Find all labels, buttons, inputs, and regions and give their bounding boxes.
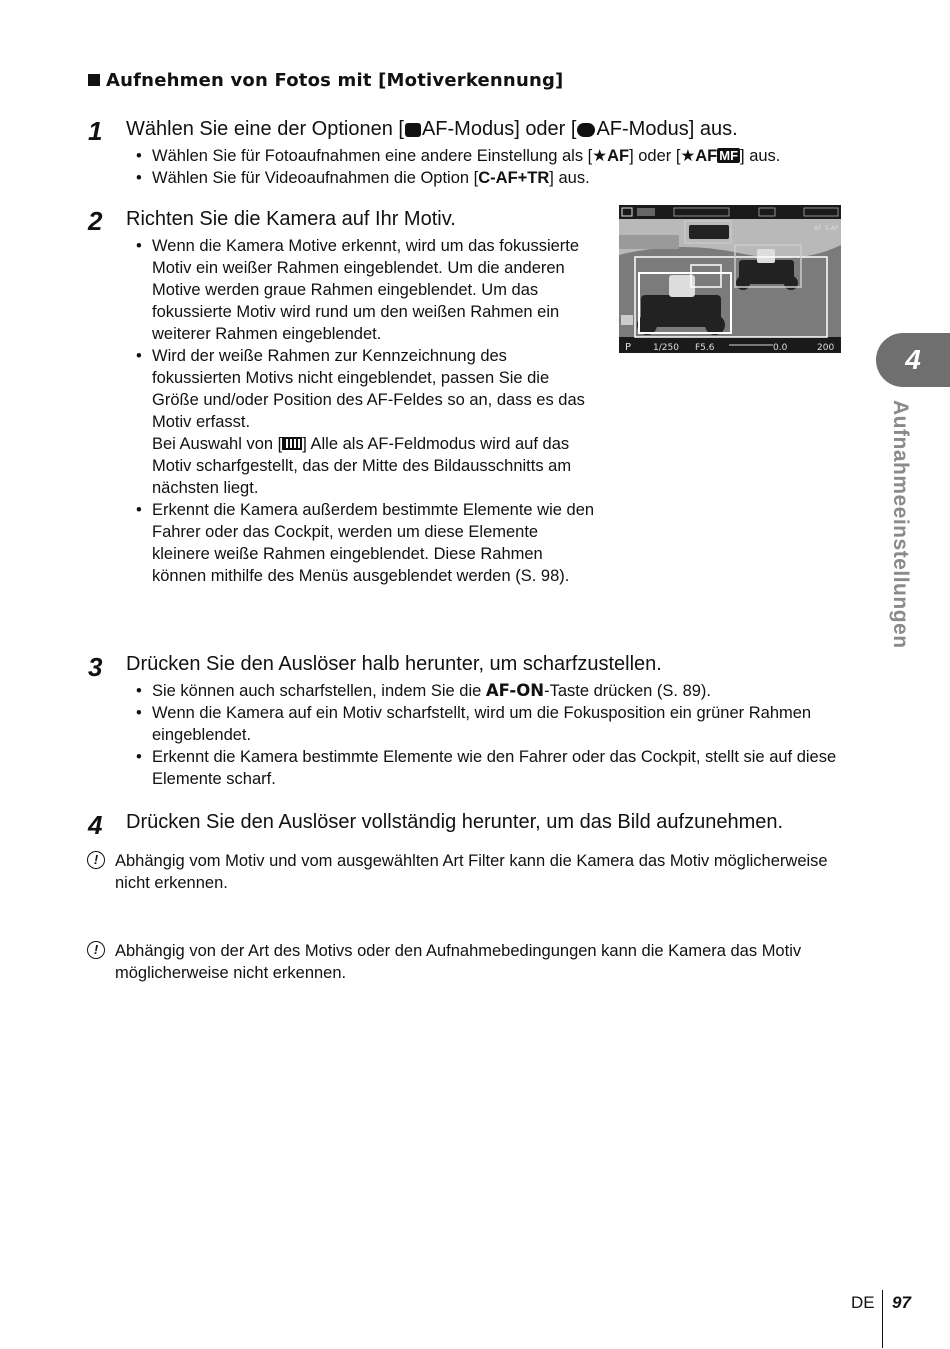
camera-icon	[621, 315, 633, 325]
star-icon: ★	[592, 147, 608, 165]
page-number: 97	[892, 1293, 911, 1312]
step-3-bullet: • Erkennt die Kamera bestimmte Elemente wie den Fahrer oder das Cockpit, stellt sie auf diese Elemente scharf.	[126, 746, 846, 790]
step-3-bullet: • Sie können auch scharfstellen, indem Sie die AF-ON-Taste drücken (S. 89).	[126, 680, 846, 702]
cam-mode: P	[625, 342, 632, 353]
footer-divider	[882, 1290, 883, 1348]
step-1-text: Wählen Sie eine der Optionen [ AF-Modus] oder [ AF-Modus] aus.	[126, 118, 738, 140]
step-3-bullets	[126, 680, 846, 790]
af-all-targets-icon	[282, 437, 302, 450]
camera-screen-svg	[619, 205, 841, 353]
caution-icon: !	[87, 851, 105, 869]
cam-aperture: F5.6	[695, 343, 715, 353]
cam-shutter: 1/250	[653, 343, 679, 353]
af-mode-label: S-AF	[825, 225, 839, 232]
step-4-number: 4	[88, 810, 103, 840]
step-2-bullets	[126, 235, 598, 587]
step-1-number: 1	[88, 116, 103, 146]
step-2-bullet: • Erkennt die Kamera außerdem bestimmte Elemente wie den Fahrer oder das Cockpit, werden um diese Elemente kleinere weiße Rahmen eingeblendet. Diese Rahmen können mithilfe des Menüs ausgeblendet werden (S. 98).	[126, 499, 598, 587]
step-2-text: Richten Sie die Kamera auf Ihr Motiv.	[126, 208, 456, 230]
step-1-bullets	[126, 145, 856, 189]
mf-badge: MF	[719, 148, 739, 163]
cam-exposure: 0.0	[773, 343, 788, 353]
chapter-tab[interactable]	[876, 333, 950, 387]
step-3-text: Drücken Sie den Auslöser halb herunter, um scharfzustellen.	[126, 653, 662, 675]
caution-note: ! Abhängig vom Motiv und vom ausgewählten Art Filter kann die Kamera das Motiv möglicherweise nicht erkennen.	[87, 850, 855, 894]
step-1-bullet: • Wählen Sie für Videoaufnahmen die Option [C-AF+TR] aus.	[126, 167, 856, 189]
step-2-number: 2	[88, 206, 103, 236]
star-icon: ★	[680, 147, 696, 165]
chapter-label: Aufnahmeeinstellungen	[889, 400, 912, 649]
caution-icon: !	[87, 941, 105, 959]
race-car-distant	[689, 225, 729, 239]
step-2-bullet: • Wenn die Kamera Motive erkennt, wird um das fokussierte Motiv ein weißer Rahmen eingeblendet. Um die anderen Motive werden graue Rahmen eingeblendet. Um das fokussierte Motiv wird rund um den weißen Rahmen ein weiterer Rahmen eingeblendet.	[126, 235, 598, 345]
svg-text:AF: AF	[814, 225, 822, 232]
movie-icon	[577, 123, 595, 137]
step-1-bullet: • Wählen Sie für Fotoaufnahmen eine andere Einstellung als [★AF] oder [★AF MF ] aus.	[126, 145, 856, 167]
chapter-number: 4	[905, 344, 921, 375]
step-4-text: Drücken Sie den Auslöser vollständig herunter, um das Bild aufzunehmen.	[126, 811, 784, 833]
step-3-bullet: • Wenn die Kamera auf ein Motiv scharfstellt, wird um die Fokusposition ein grüner Rahmen eingeblendet.	[126, 702, 846, 746]
section-title: Aufnehmen von Fotos mit [Motiverkennung]	[88, 70, 563, 91]
camera-icon	[405, 123, 421, 137]
step-2-bullet: • Wird der weiße Rahmen zur Kennzeichnung des fokussierten Motivs nicht eingeblendet, passen Sie die Größe und/oder Position des AF-Feldes so an, dass es das Motiv erfasst. Bei Auswahl von [ ] Alle als AF-Feldmodus wird auf das Motiv scharfgestellt, das der Mitte des Bildausschnitts am nächsten liegt.	[126, 345, 598, 499]
cam-iso: 200	[817, 343, 835, 353]
footer-language: DE	[851, 1293, 875, 1312]
camera-screen-illustration	[619, 205, 841, 353]
step-3-number: 3	[88, 652, 103, 682]
square-bullet-icon	[88, 74, 100, 86]
caution-note: ! Abhängig von der Art des Motivs oder den Aufnahmebedingungen kann die Kamera das Motiv möglicherweise nicht erkennen.	[87, 940, 865, 984]
